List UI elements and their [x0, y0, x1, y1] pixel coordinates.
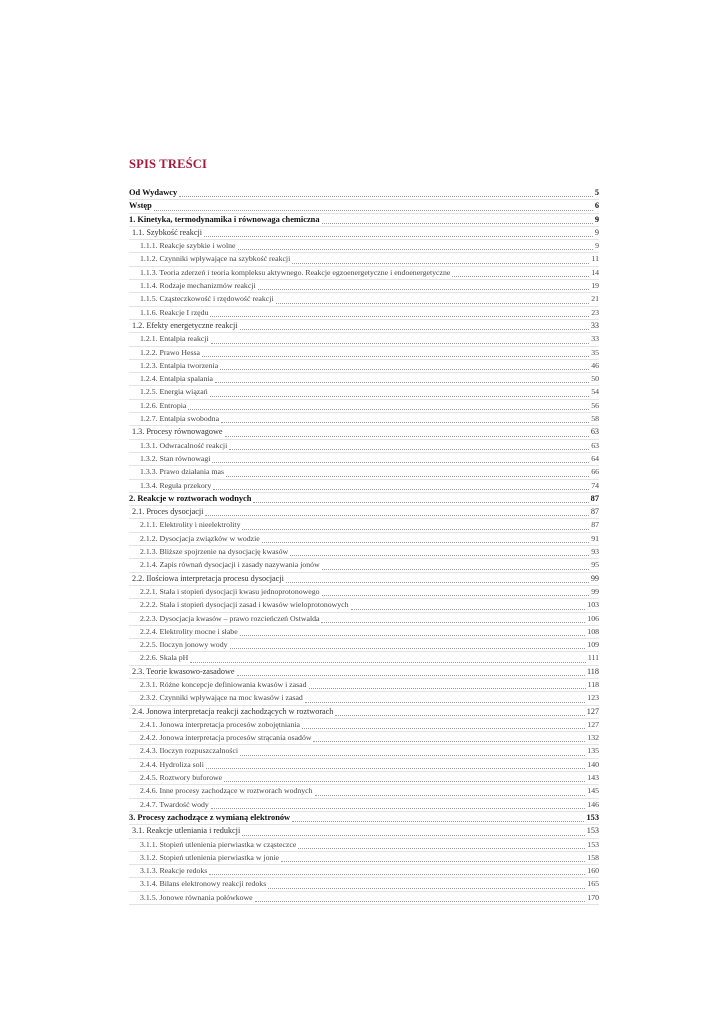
toc-entry [129, 293, 599, 306]
toc-entry [129, 320, 599, 333]
toc-entry-page: 33 [590, 320, 599, 330]
toc-entry-page: 56 [591, 400, 599, 410]
toc-entry-title: 1.1.1. Reakcje szybkie i wolne [140, 241, 236, 251]
toc-entry-title: 3. Procesy zachodzące z wymianą elektronów [129, 812, 291, 822]
dot-leader [229, 449, 589, 450]
toc-entry-page: 46 [591, 360, 599, 370]
dot-leader [242, 529, 589, 530]
toc-entry-title: 1.1.5. Cząsteczkowość i rzędowość reakcji [140, 294, 274, 304]
toc-entry-title: 3.1.4. Bilans elektronowy reakcji redoks [140, 879, 267, 889]
toc-entry [129, 453, 599, 466]
toc-entry-page: 19 [591, 281, 599, 291]
dot-leader [212, 462, 589, 463]
toc-entry [129, 533, 599, 546]
toc-entry [129, 759, 599, 772]
toc-entry-title: 3.1.2. Stopień utlenienia pierwiastka w jonie [140, 852, 280, 862]
dot-leader [230, 648, 586, 649]
toc-entry-page: 33 [591, 334, 599, 344]
toc-entry-title: 2.2.5. Iloczyn jonowy wody [140, 640, 228, 650]
toc-entry-title: 3.1. Reakcje utleniania i redukcji [132, 826, 241, 836]
toc-entry [129, 839, 599, 852]
dot-leader [204, 236, 593, 237]
toc-entry-title: 2.4.1. Jonowa interpretacja procesów zobojętniania [140, 719, 300, 729]
dot-leader [322, 569, 589, 570]
dot-leader [215, 382, 589, 383]
toc-entry-page: 140 [587, 759, 599, 769]
toc-entry-title: 2.4. Jonowa interpretacja reakcji zachodzących w roztworach [132, 706, 334, 716]
toc-entry [129, 307, 599, 320]
toc-entry [129, 573, 599, 586]
dot-leader [225, 436, 589, 437]
toc-entry-title: 1.1.6. Reakcje I rzędu [140, 307, 209, 317]
toc-entry-page: 153 [586, 812, 599, 822]
dot-leader [210, 316, 589, 317]
toc-entry-page: 6 [594, 201, 599, 211]
dot-leader [281, 861, 585, 862]
dot-leader [213, 489, 589, 490]
dot-leader [452, 276, 589, 277]
toc-entry-page: 153 [586, 826, 599, 836]
toc-entry-page: 54 [591, 387, 599, 397]
dot-leader [322, 223, 593, 224]
toc-entry-page: 158 [587, 852, 599, 862]
dot-leader [179, 196, 593, 197]
toc-entry-page: 95 [591, 560, 599, 570]
toc-entry [129, 559, 599, 572]
toc-entry-page: 123 [587, 693, 599, 703]
toc-entry-page: 21 [591, 294, 599, 304]
toc-entry-title: 3.1.1. Stopień utlenienia pierwiastka w cząsteczce [140, 839, 297, 849]
toc-entry [129, 825, 599, 838]
toc-entry [129, 706, 599, 719]
toc-entry-title: 2.4.6. Inne procesy zachodzące w roztworach wodnych [140, 786, 313, 796]
dot-leader [238, 249, 594, 250]
toc-entry-title: 1.2.6. Entropia [140, 400, 187, 410]
dot-leader [298, 848, 585, 849]
toc-entry-title: 1.1.3. Teoria zderzeń i teoria kompleksu aktywnego. Reakcje egzoenergetyczne i endoenergetyczne [140, 267, 451, 277]
toc-entry-page: 35 [591, 347, 599, 357]
dot-leader [313, 741, 585, 742]
toc-entry-page: 50 [591, 374, 599, 384]
toc-entry-page: 87 [591, 520, 599, 530]
toc-entry [129, 280, 599, 293]
toc-entry-title: Od Wydawcy [129, 188, 178, 197]
dot-leader [240, 329, 589, 330]
toc-entry-title: 1.3.2. Stan równowagi [140, 453, 211, 463]
toc-entry [129, 852, 599, 865]
toc-entry-title: 2.1.1. Elektrolity i nieelektrolity [140, 520, 241, 530]
toc-entry-page: 109 [587, 640, 599, 650]
toc-entry-page: 9 [594, 214, 599, 224]
toc-entry-page: 9 [595, 241, 599, 251]
toc-entry [129, 187, 599, 200]
toc-entry [129, 400, 599, 413]
toc-entry-page: 106 [587, 613, 599, 623]
table-of-contents [129, 187, 599, 905]
toc-entry-page: 99 [591, 586, 599, 596]
toc-entry-page: 143 [587, 773, 599, 783]
toc-entry-title: 2.4.5. Roztwory buforowe [140, 773, 223, 783]
page-title: SPIS TREŚCI [129, 157, 208, 171]
toc-entry-title: 2.2.6. Skala pH [140, 653, 189, 663]
toc-entry-page: 165 [587, 879, 599, 889]
toc-entry-title: 2.2. Ilościowa interpretacja procesu dysocjacji [132, 573, 284, 583]
toc-entry-title: 1.1.4. Rodzaje mechanizmów reakcji [140, 281, 256, 291]
toc-entry [129, 865, 599, 878]
dot-leader [292, 263, 589, 264]
toc-entry-title: 2.2.1. Stała i stopień dysocjacji kwasu jednoprotonowego [140, 586, 320, 596]
dot-leader [240, 635, 586, 636]
toc-entry [129, 200, 599, 213]
toc-entry-title: 2.1. Proces dysocjacji [132, 507, 204, 517]
toc-entry-page: 66 [591, 467, 599, 477]
dot-leader [220, 369, 589, 370]
toc-entry-page: 91 [591, 533, 599, 543]
toc-entry-title: 1.1.2. Czynniki wpływające na szybkość reakcji [140, 254, 291, 264]
toc-entry-title: 1.1. Szybkość reakcji [132, 227, 203, 237]
toc-entry-page: 87 [590, 507, 599, 517]
dot-leader [321, 622, 585, 623]
dot-leader [190, 662, 586, 663]
dot-leader [292, 821, 584, 822]
toc-entry [129, 799, 599, 812]
dot-leader [258, 289, 590, 290]
toc-entry [129, 719, 599, 732]
toc-entry-page: 93 [591, 547, 599, 557]
dot-leader [154, 210, 593, 211]
toc-entry [129, 519, 599, 532]
dot-leader [205, 515, 588, 516]
dot-leader [240, 755, 585, 756]
toc-entry-title: 2.1.2. Dysocjacja związków w wodzie [140, 533, 260, 543]
toc-entry-title: 1.3.3. Prawo działania mas [140, 467, 225, 477]
dot-leader [302, 728, 585, 729]
dot-leader [255, 901, 586, 902]
dot-leader [286, 582, 589, 583]
toc-entry-page: 99 [590, 573, 599, 583]
toc-entry-page: 118 [587, 679, 599, 689]
toc-entry [129, 785, 599, 798]
dot-leader [206, 768, 585, 769]
toc-entry-title: 1.3.4. Reguła przekory [140, 480, 212, 490]
dot-leader [309, 688, 586, 689]
dot-leader [237, 675, 586, 676]
toc-entry [129, 480, 599, 493]
toc-entry [129, 413, 599, 426]
toc-entry-page: 145 [587, 786, 599, 796]
toc-entry [129, 666, 599, 679]
toc-entry-title: 1.3. Procesy równowagowe [132, 427, 223, 437]
toc-entry-title: 1.2.7. Entalpia swobodna [140, 414, 220, 424]
toc-entry-title: Wstęp [129, 201, 152, 211]
toc-entry-title: 3.1.3. Reakcje redoks [140, 866, 208, 876]
toc-entry-page: 108 [587, 626, 599, 636]
dot-leader [315, 795, 586, 796]
dot-leader [188, 409, 589, 410]
dot-leader [221, 422, 589, 423]
toc-entry-title: 1.2.2. Prawo Hessa [140, 347, 200, 357]
toc-entry-title: 2.2.2. Stała i stopień dysocjacji zasad i kwasów wieloprotonowych [140, 600, 349, 610]
toc-entry-title: 2.2.3. Dysocjacja kwasów – prawo rozcieńczeń Ostwalda [140, 613, 320, 623]
dot-leader [268, 888, 585, 889]
toc-entry-title: 2.2.4. Elektrolity mocne i słabe [140, 626, 238, 636]
dot-leader [290, 555, 589, 556]
dot-leader [211, 808, 585, 809]
toc-entry-page: 63 [590, 427, 599, 437]
toc-entry [129, 772, 599, 785]
toc-entry-title: 1.2.3. Entalpia tworzenia [140, 360, 219, 370]
toc-entry [129, 652, 599, 665]
dot-leader [322, 595, 590, 596]
dot-leader [242, 835, 585, 836]
dot-leader [335, 715, 584, 716]
dot-leader [276, 303, 590, 304]
toc-entry [129, 586, 599, 599]
toc-entry-title: 1.2.1. Entalpia reakcji [140, 334, 209, 344]
toc-entry [129, 626, 599, 639]
toc-entry [129, 426, 599, 439]
dot-leader [226, 476, 589, 477]
toc-entry [129, 253, 599, 266]
toc-entry [129, 878, 599, 891]
toc-entry [129, 360, 599, 373]
toc-entry-title: 2.1.4. Zapis równań dysocjacji i zasady nazywania jonów [140, 560, 320, 570]
toc-entry [129, 347, 599, 360]
toc-entry-title: 1.2.4. Entalpia spalania [140, 374, 213, 384]
toc-entry [129, 440, 599, 453]
toc-entry-title: 1.2.5. Energia wiązań [140, 387, 208, 397]
toc-entry-page: 5 [594, 188, 599, 197]
toc-entry-page: 23 [591, 307, 599, 317]
toc-entry-title: 2.4.2. Jonowa interpretacja procesów strącania osadów [140, 733, 312, 743]
toc-entry-title: 1.2. Efekty energetyczne reakcji [132, 320, 238, 330]
toc-entry-title: 2.3.1. Różne koncepcje definiowania kwasów i zasad [140, 679, 307, 689]
dot-leader [209, 874, 585, 875]
toc-entry-page: 64 [591, 453, 599, 463]
toc-entry-title: 3.1.5. Jonowe równania połówkowe [140, 892, 253, 902]
toc-entry-page: 63 [591, 440, 599, 450]
toc-entry [129, 679, 599, 692]
toc-entry-title: 2.3. Teorie kwasowo-zasadowe [132, 666, 235, 676]
toc-entry [129, 732, 599, 745]
toc-entry [129, 493, 599, 506]
toc-entry [129, 812, 599, 825]
toc-entry [129, 613, 599, 626]
toc-entry [129, 546, 599, 559]
toc-entry [129, 639, 599, 652]
toc-entry-title: 2.4.3. Iloczyn rozpuszczalności [140, 746, 239, 756]
toc-entry [129, 386, 599, 399]
toc-entry-page: 58 [591, 414, 599, 424]
toc-entry-page: 74 [591, 480, 599, 490]
dot-leader [211, 343, 590, 344]
toc-entry-title: 1. Kinetyka, termodynamika i równowaga chemiczna [129, 214, 320, 224]
toc-entry-title: 2. Reakcje w roztworach wodnych [129, 493, 252, 503]
toc-entry-page: 170 [587, 892, 599, 902]
dot-leader [305, 702, 585, 703]
toc-entry-page: 153 [587, 839, 599, 849]
toc-entry-page: 111 [587, 653, 599, 663]
toc-entry [129, 745, 599, 758]
toc-entry-title: 2.3.2. Czynniki wpływające na moc kwasów i zasad [140, 693, 303, 703]
toc-entry-title: 2.4.7. Twardość wody [140, 799, 209, 809]
toc-entry-title: 2.4.4. Hydroliza soli [140, 759, 204, 769]
toc-entry-page: 14 [591, 267, 599, 277]
dot-leader [253, 502, 588, 503]
toc-entry [129, 214, 599, 227]
toc-entry-page: 160 [587, 866, 599, 876]
toc-entry-page: 11 [591, 254, 599, 264]
toc-entry-page: 146 [587, 799, 599, 809]
toc-entry-page: 135 [587, 746, 599, 756]
toc-entry [129, 373, 599, 386]
dot-leader [224, 781, 585, 782]
dot-leader [262, 542, 589, 543]
toc-entry-page: 118 [587, 666, 599, 676]
toc-entry [129, 267, 599, 280]
toc-entry [129, 240, 599, 253]
toc-entry [129, 227, 599, 240]
toc-entry-page: 127 [587, 719, 599, 729]
toc-entry-page: 87 [590, 493, 599, 503]
toc-entry-page: 127 [586, 706, 599, 716]
toc-entry [129, 333, 599, 346]
toc-entry-title: 2.1.3. Bliższe spojrzenie na dysocjację kwasów [140, 547, 289, 557]
toc-entry [129, 692, 599, 705]
dot-leader [351, 609, 586, 610]
toc-entry-page: 9 [594, 227, 599, 237]
toc-entry [129, 892, 599, 905]
toc-entry-title: 1.3.1. Odwracalność reakcji [140, 440, 228, 450]
toc-entry [129, 506, 599, 519]
dot-leader [210, 396, 590, 397]
dot-leader [202, 356, 589, 357]
toc-entry-page: 103 [587, 600, 599, 610]
toc-entry [129, 599, 599, 612]
toc-entry [129, 466, 599, 479]
toc-entry-page: 132 [587, 733, 599, 743]
